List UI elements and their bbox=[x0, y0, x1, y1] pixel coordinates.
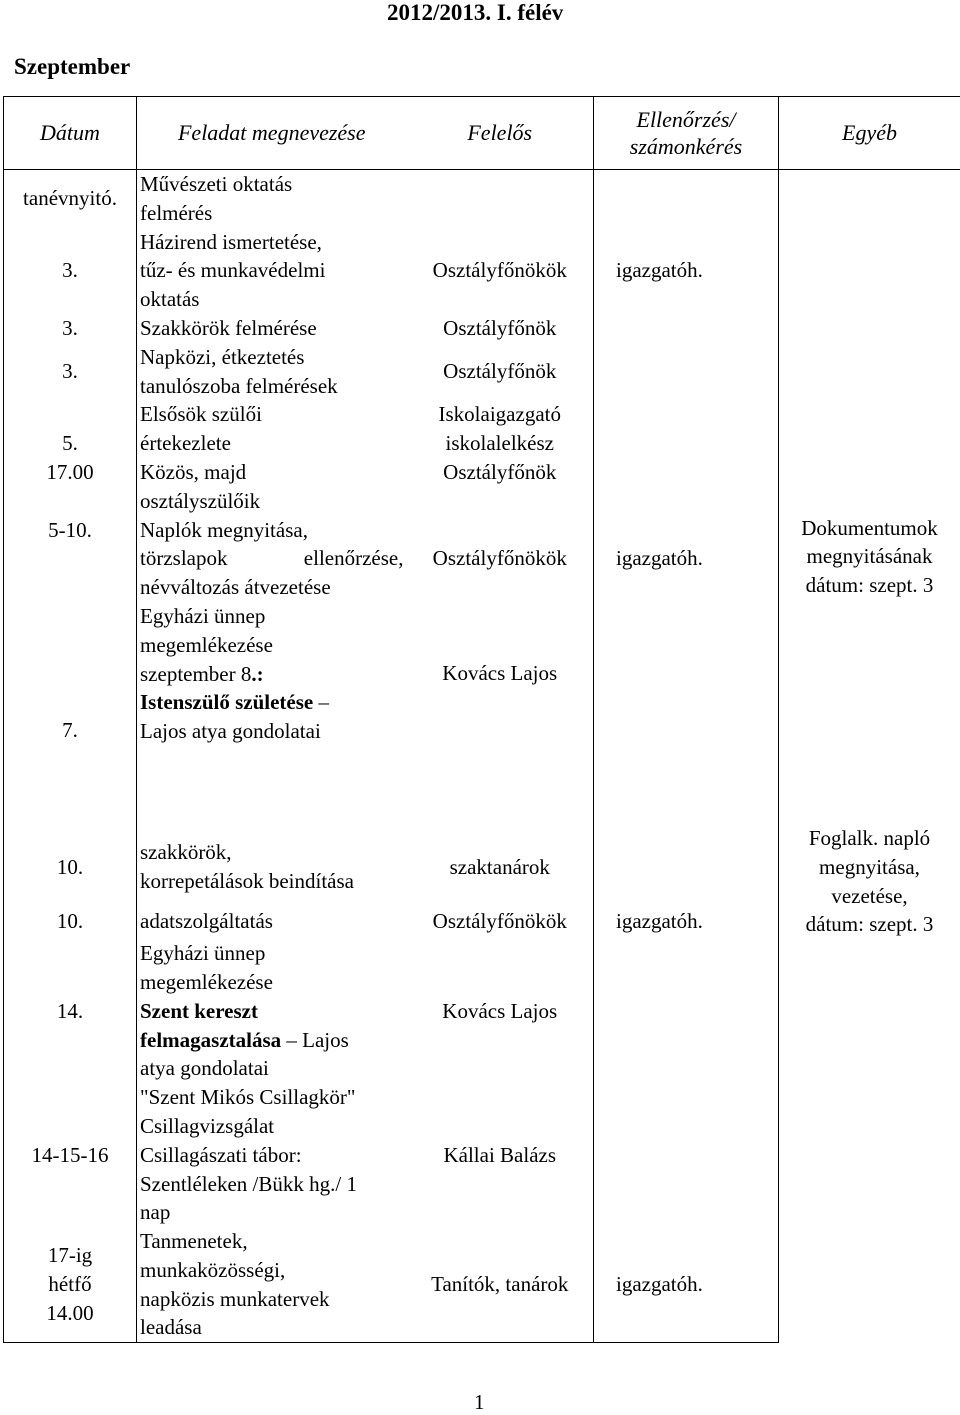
note-docs: Dokumentumok megnyitásának dátum: szept. 3 bbox=[782, 514, 957, 600]
date-cell: 10. bbox=[4, 905, 137, 940]
check-cell bbox=[594, 314, 779, 343]
task-cell: "Szent Mikós Csillagkör" Csillagvizsgálat Csillagászati tábor: Szentléleken /Bükk hg./ 1 nap bbox=[137, 1083, 407, 1227]
responsible-cell: Kovács Lajos bbox=[407, 602, 594, 802]
date-cell: 14-15-16 bbox=[4, 1083, 137, 1227]
check-cell: igazgatóh. bbox=[594, 228, 779, 314]
task-cell: Tanmenetek, munkaközösségi, napközis munkatervek leadása bbox=[137, 1227, 407, 1343]
date-cell: 5. 17.00 bbox=[4, 400, 137, 515]
check-cell bbox=[594, 602, 779, 802]
table-row bbox=[4, 939, 960, 1083]
task-text-bold: Istenszülő születése bbox=[140, 690, 313, 714]
check-cell bbox=[594, 400, 779, 515]
month-heading: Szeptember bbox=[14, 54, 130, 80]
check-cell bbox=[594, 802, 779, 905]
task-cell: Házirend ismertetése, tűz- és munkavédelmi oktatás bbox=[137, 228, 407, 314]
check-cell bbox=[594, 1083, 779, 1227]
task-cell: Napközi, étkeztetés tanulószoba felmérések bbox=[137, 343, 407, 401]
check-cell bbox=[594, 170, 779, 228]
responsible-cell bbox=[407, 170, 594, 228]
responsible-cell: Kállai Balázs bbox=[407, 1083, 594, 1227]
column-header-task: Feladat megnevezése bbox=[137, 97, 407, 170]
task-line: törzslapok ellenőrzése, bbox=[140, 544, 404, 573]
note-foglalk: Foglalk. napló megnyitása, vezetése, dátum: szept. 3 bbox=[782, 824, 957, 939]
task-cell: adatszolgáltatás bbox=[137, 905, 407, 940]
table-row bbox=[4, 802, 960, 905]
date-cell: 3. bbox=[4, 228, 137, 314]
task-text: Egyházi ünnep megemlékezése bbox=[140, 941, 273, 994]
date-cell: 17-ig hétfő 14.00 bbox=[4, 1227, 137, 1343]
check-cell bbox=[594, 939, 779, 1083]
check-cell: igazgatóh. bbox=[594, 905, 779, 940]
date-cell: 7. bbox=[4, 602, 137, 802]
task-line: névváltozás átvezetése bbox=[140, 573, 404, 602]
task-cell bbox=[137, 516, 407, 602]
task-cell: szakkörök, korrepetálások beindítása bbox=[137, 802, 407, 905]
date-cell: 3. bbox=[4, 343, 137, 401]
responsible-cell: Kovács Lajos bbox=[407, 939, 594, 1083]
responsible-cell: Iskolaigazgató iskolalelkész Osztályfőnök bbox=[407, 400, 594, 515]
task-cell: Művészeti oktatás felmérés bbox=[137, 170, 407, 228]
other-cell-docs bbox=[779, 170, 960, 602]
task-text: – Lajos atya gondolatai bbox=[140, 1028, 349, 1081]
responsible-cell: Osztályfőnökök bbox=[407, 905, 594, 940]
date-cell: 10. bbox=[4, 802, 137, 905]
table-row bbox=[4, 170, 960, 228]
other-cell-empty bbox=[779, 602, 960, 802]
task-line: Naplók megnyitása, bbox=[140, 516, 404, 545]
task-cell bbox=[137, 939, 407, 1083]
page-number: 1 bbox=[474, 1390, 485, 1415]
schedule-table bbox=[3, 96, 960, 1343]
column-header-date: Dátum bbox=[4, 97, 137, 170]
table-header-row bbox=[4, 97, 960, 170]
date-cell: 3. bbox=[4, 314, 137, 343]
task-cell: Elsősök szülői értekezlete Közös, majd osztályszülőik bbox=[137, 400, 407, 515]
column-header-other: Egyéb bbox=[779, 97, 960, 170]
other-cell-empty bbox=[779, 939, 960, 1343]
responsible-cell: szaktanárok bbox=[407, 802, 594, 905]
column-header-responsible: Felelős bbox=[407, 97, 594, 170]
responsible-cell: Osztályfőnökök bbox=[407, 228, 594, 314]
task-text-bold: .: bbox=[251, 662, 263, 686]
responsible-cell: Tanítók, tanárok bbox=[407, 1227, 594, 1343]
date-cell: tanévnyitó. bbox=[4, 170, 137, 228]
column-header-check: Ellenőrzés/ számonkérés bbox=[594, 97, 779, 170]
task-cell: Szakkörök felmérése bbox=[137, 314, 407, 343]
task-text: – Lajos atya gondolatai bbox=[140, 690, 329, 743]
table-row bbox=[4, 602, 960, 802]
task-text-bold: Szent kereszt felmagasztalása bbox=[140, 999, 281, 1052]
responsible-cell: Osztályfőnök bbox=[407, 343, 594, 401]
check-cell: igazgatóh. bbox=[594, 516, 779, 602]
check-cell: igazgatóh. bbox=[594, 1227, 779, 1343]
check-cell bbox=[594, 343, 779, 401]
other-cell-foglalk bbox=[779, 802, 960, 939]
responsible-cell: Osztályfőnök bbox=[407, 314, 594, 343]
task-cell bbox=[137, 602, 407, 802]
date-cell: 5-10. bbox=[4, 516, 137, 602]
task-text: Egyházi ünnep megemlékezése szeptember 8 bbox=[140, 604, 273, 686]
date-cell: 14. bbox=[4, 939, 137, 1083]
document-title: 2012/2013. I. félév bbox=[387, 0, 563, 26]
responsible-cell: Osztályfőnökök bbox=[407, 516, 594, 602]
